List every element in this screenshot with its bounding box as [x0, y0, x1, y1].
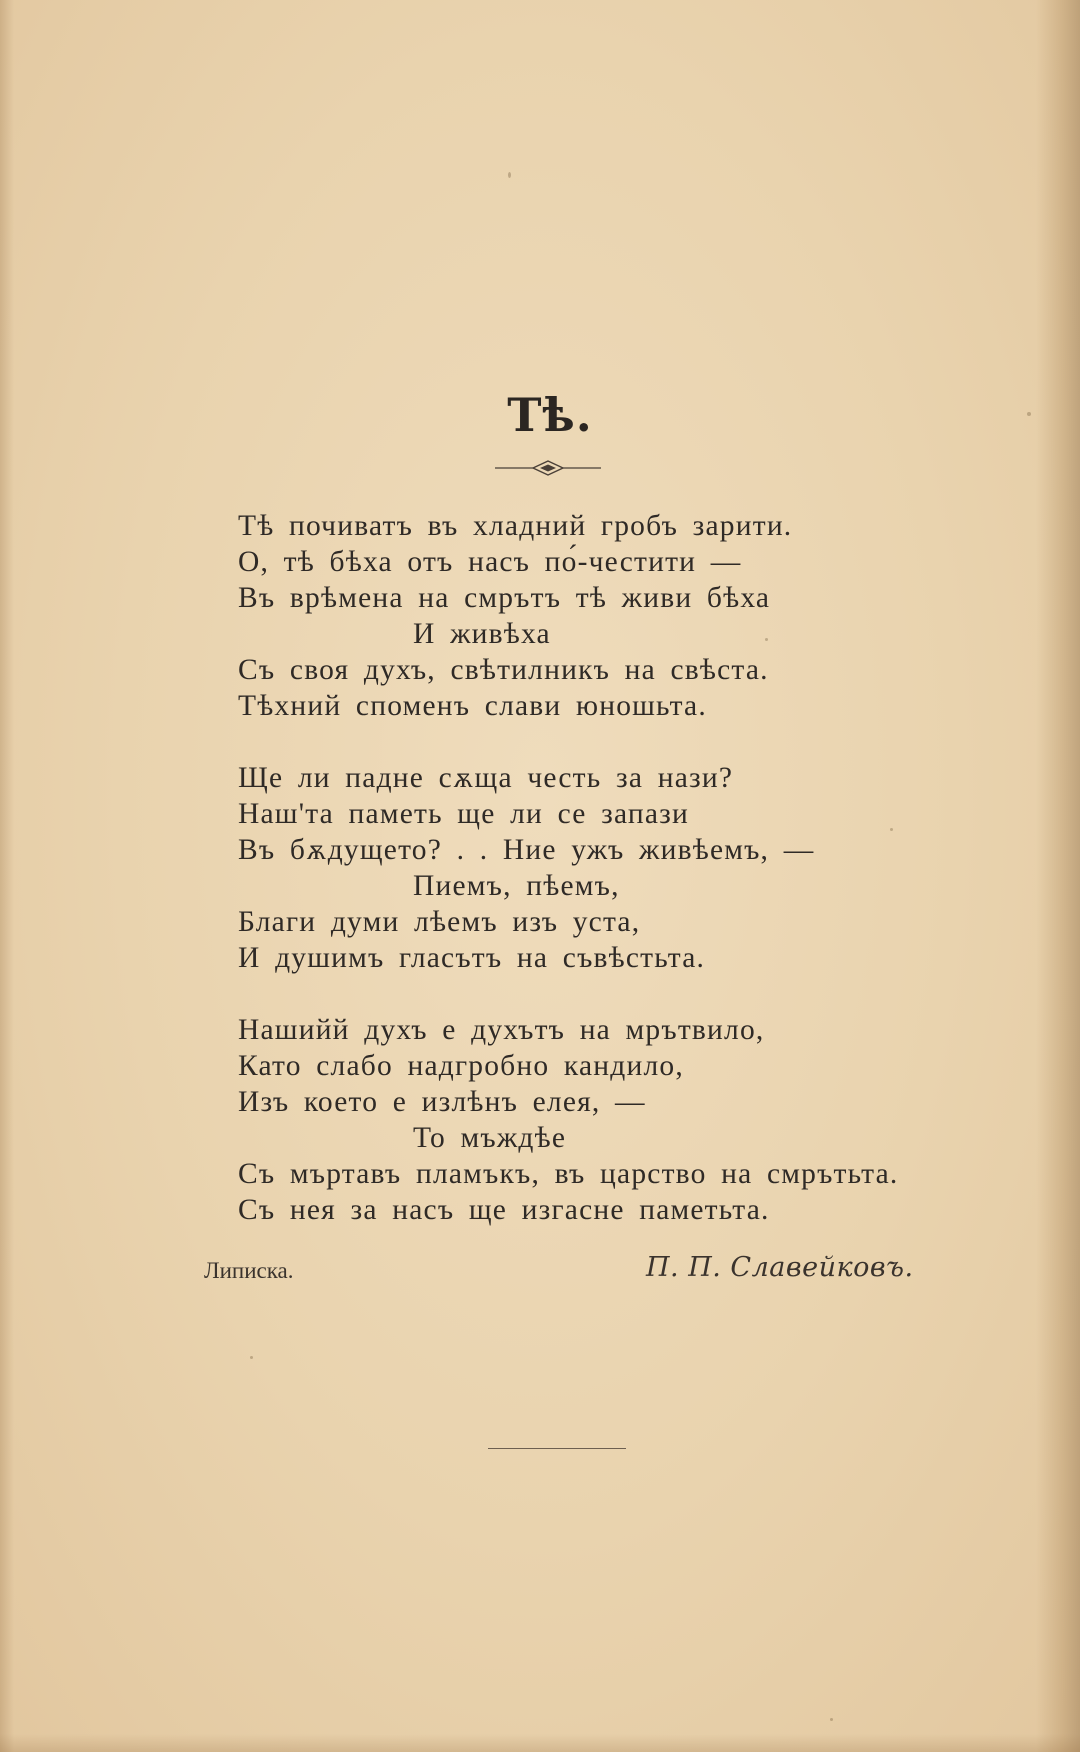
author-signature: П. П. Славейковъ. — [646, 1252, 914, 1283]
paper-speck — [508, 172, 511, 178]
poem-line: Съ мъртавъ пламъкъ, въ царство на смрътьта. — [238, 1158, 899, 1190]
poem-line: О, тѣ бѣха отъ насъ по́-честити — — [238, 546, 742, 578]
poem-line: Въ бѫдущето? . . Ние ужъ живѣемъ, — — [238, 834, 815, 866]
poem-line: Благи думи лѣемъ изъ уста, — [238, 906, 641, 938]
paper-speck — [250, 1356, 253, 1359]
stanza — [238, 760, 938, 976]
poem-line: Въ врѣмена на смрътъ тѣ живи бѣха — [238, 582, 771, 614]
paper-speck — [830, 1718, 833, 1721]
poem-line: Изъ което е излѣнъ елея, — — [238, 1086, 646, 1118]
page-edge-right — [1036, 0, 1080, 1752]
stanza — [238, 1012, 938, 1228]
poem-title: Тѣ. — [507, 388, 593, 442]
page-edge-left — [0, 0, 14, 1752]
poem-line: Като слабо надгробно кандило, — [238, 1050, 684, 1082]
poem-line: Нашийй духъ е духътъ на мрътвило, — [238, 1014, 765, 1046]
poem-line: Тѣ почиватъ въ хладний гробъ зарити. — [238, 510, 793, 542]
poem-line: То мъждѣе — [413, 1122, 567, 1154]
stanza — [238, 508, 938, 724]
place-signature: Липиска. — [204, 1258, 294, 1283]
poem-line: Пиемъ, пѣемъ, — [413, 870, 620, 902]
closing-rule — [488, 1448, 626, 1449]
poem-line: Наш'та паметь ще ли се запази — [238, 798, 689, 830]
poem-line: И душимъ гласътъ на съвѣстьта. — [238, 942, 706, 974]
poem-line: Тѣхний споменъ слави юношьта. — [238, 690, 707, 722]
poem-line: Ще ли падне сѫща честь за нази? — [238, 762, 734, 794]
poem-body — [238, 508, 938, 1264]
poem-line: И живѣха — [413, 618, 551, 650]
poem-line: Съ нея за насъ ще изгасне паметьта. — [238, 1194, 770, 1226]
title-ornament — [493, 456, 603, 480]
poem-line: Съ своя духъ, свѣтилникъ на свѣста. — [238, 654, 769, 686]
page-edge-bottom — [0, 1734, 1080, 1752]
